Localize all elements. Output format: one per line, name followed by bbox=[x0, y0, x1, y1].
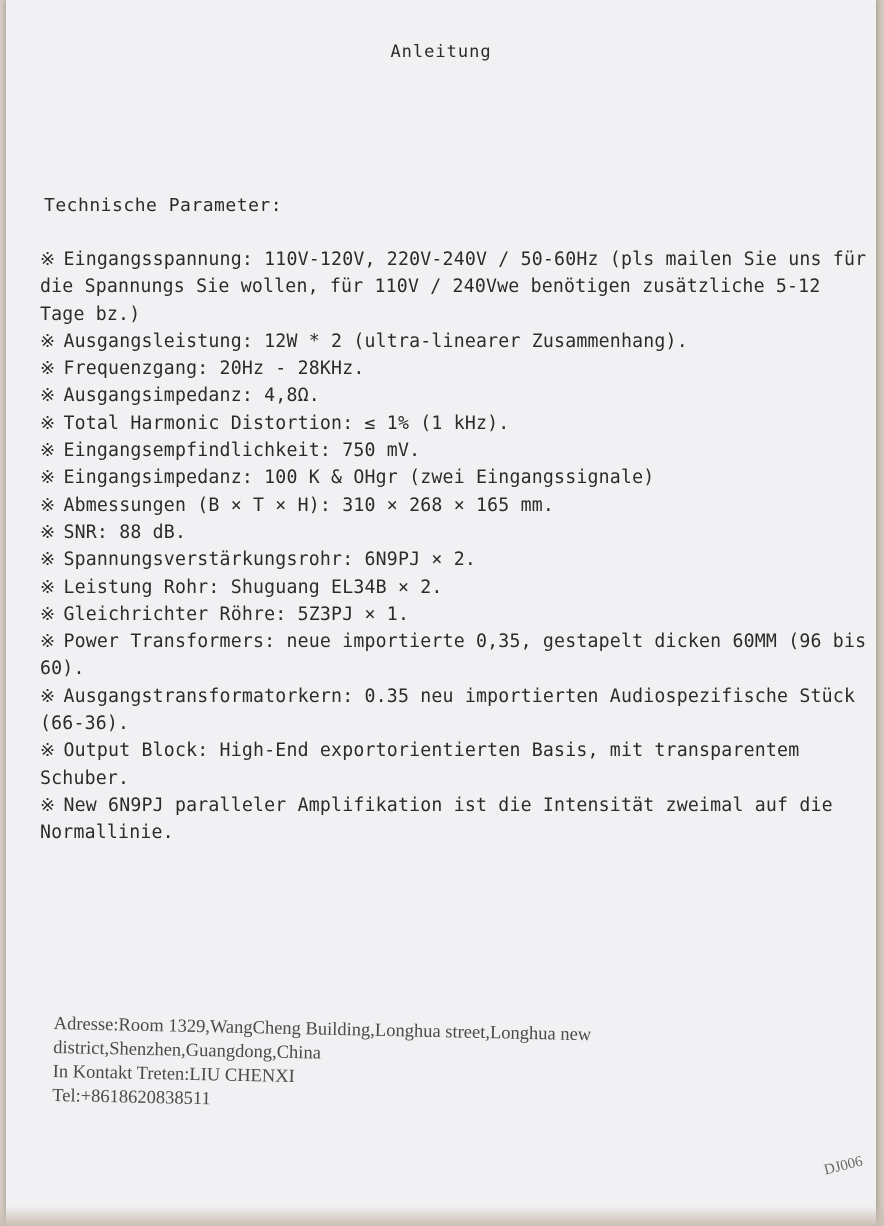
reference-mark-icon: ※ bbox=[40, 467, 56, 489]
address-line-2: district,Shenzhen,Guangdong,China bbox=[53, 1037, 322, 1064]
contact-block bbox=[52, 1012, 774, 1123]
parameter-text: Total Harmonic Distortion: ≤ 1% (1 kHz). bbox=[63, 412, 510, 434]
parameter-item bbox=[40, 683, 876, 738]
reference-mark-icon: ※ bbox=[40, 576, 56, 598]
parameter-text: Eingangsempfindlichkeit: 750 mV. bbox=[63, 440, 421, 462]
parameter-text: New 6N9PJ paralleler Amplifikation ist die Intensität zweimal auf die Normallinie. bbox=[40, 794, 833, 844]
address-line-1: Adresse:Room 1329,WangCheng Building,Longhua street,Longhua new bbox=[53, 1013, 592, 1046]
parameter-item bbox=[40, 464, 876, 491]
parameter-text: Eingangsimpedanz: 100 K & OHgr (zwei Eingangssignale) bbox=[63, 467, 655, 489]
reference-mark-icon: ※ bbox=[40, 794, 56, 816]
reference-mark-icon: ※ bbox=[40, 740, 56, 762]
document-sheet bbox=[6, 0, 876, 1226]
parameter-text: Abmessungen (B × T × H): 310 × 268 × 165 mm. bbox=[63, 494, 555, 516]
parameter-text: Output Block: High-End exportorientierten Basis, mit transparentem Schuber. bbox=[40, 740, 800, 789]
reference-mark-icon: ※ bbox=[40, 603, 56, 625]
parameter-item bbox=[40, 382, 876, 409]
reference-mark-icon: ※ bbox=[40, 685, 56, 707]
parameter-item bbox=[40, 737, 876, 792]
corner-code: DJ006 bbox=[822, 1153, 865, 1179]
reference-mark-icon: ※ bbox=[40, 358, 56, 380]
section-heading: Technische Parameter: bbox=[44, 195, 283, 216]
reference-mark-icon: ※ bbox=[40, 549, 56, 571]
parameter-item bbox=[40, 546, 876, 573]
reference-mark-icon: ※ bbox=[40, 330, 56, 352]
parameter-item bbox=[40, 574, 876, 601]
reference-mark-icon: ※ bbox=[40, 412, 56, 434]
parameter-text: Spannungsverstärkungsrohr: 6N9PJ × 2. bbox=[63, 549, 476, 571]
reference-mark-icon: ※ bbox=[40, 631, 56, 653]
parameter-text: Leistung Rohr: Shuguang EL34B × 2. bbox=[63, 576, 443, 598]
reference-mark-icon: ※ bbox=[40, 249, 56, 270]
parameter-item bbox=[40, 492, 876, 519]
parameter-item bbox=[40, 792, 876, 847]
parameter-item bbox=[40, 355, 876, 382]
reference-mark-icon: ※ bbox=[40, 521, 56, 543]
reference-mark-icon: ※ bbox=[40, 440, 56, 462]
parameter-item bbox=[40, 246, 876, 328]
parameter-item bbox=[40, 410, 876, 437]
parameter-item bbox=[40, 328, 876, 355]
parameter-item bbox=[40, 628, 876, 683]
parameter-item bbox=[40, 519, 876, 546]
document-title: Anleitung bbox=[390, 42, 492, 62]
parameter-text: Ausgangsimpedanz: 4,8Ω. bbox=[63, 385, 320, 407]
parameter-text: Eingangsspannung: 110V-120V, 220V-240V / 50-60Hz (pls mailen Sie uns für die Spannungs Sie wollen, für 110V / 240Vwe benötigen zusätzliche 5-12 Tage bz.) bbox=[40, 249, 867, 325]
parameter-text: Ausgangsleistung: 12W * 2 (ultra-linearer Zusammenhang). bbox=[63, 330, 688, 352]
contact-person: In Kontakt Treten:LIU CHENXI bbox=[52, 1061, 295, 1088]
parameter-text: Power Transformers: neue importierte 0,35, gestapelt dicken 60MM (96 bis 60). bbox=[40, 631, 867, 680]
reference-mark-icon: ※ bbox=[40, 385, 56, 407]
parameter-text: Frequenzgang: 20Hz - 28KHz. bbox=[63, 358, 365, 380]
background-bottom bbox=[0, 1206, 884, 1226]
parameter-text: Ausgangstransformatorkern: 0.35 neu importierten Audiospezifische Stück (66-36). bbox=[40, 685, 856, 735]
parameter-text: Gleichrichter Röhre: 5Z3PJ × 1. bbox=[63, 603, 410, 625]
parameter-list bbox=[40, 246, 876, 847]
phone-number: Tel:+8618620838511 bbox=[52, 1085, 211, 1110]
parameter-item bbox=[40, 601, 876, 628]
parameter-item bbox=[40, 437, 876, 464]
parameter-text: SNR: 88 dB. bbox=[63, 521, 187, 543]
reference-mark-icon: ※ bbox=[40, 494, 56, 516]
